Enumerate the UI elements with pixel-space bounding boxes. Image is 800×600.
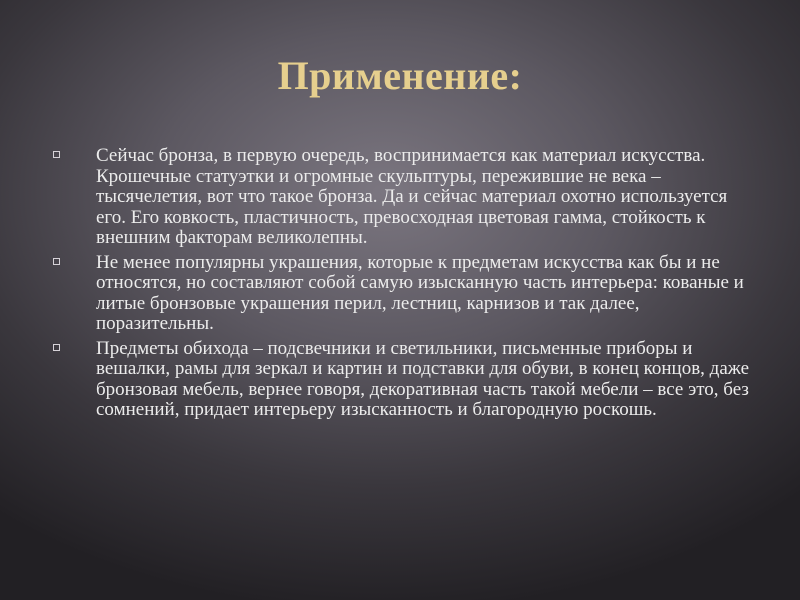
square-bullet-icon	[53, 344, 60, 351]
slide-title: Применение:	[277, 53, 523, 98]
bullet-text: Не менее популярны украшения, которые к предметам искусства как бы и не относятся, но составляют собой самую изысканную часть интерьера: кованые и литые бронзовые украшения перил, лестниц, карнизов и так далее, поразительны.	[96, 251, 744, 334]
bullet-item	[52, 146, 762, 249]
square-bullet-icon	[53, 151, 60, 158]
bullet-list	[52, 146, 762, 425]
bullet-item	[52, 339, 762, 421]
bullet-text: Предметы обихода – подсвечники и светильники, письменные приборы и вешалки, рамы для зеркал и картин и подставки для обуви, в конец концов, даже бронзовая мебель, вернее говоря, декоративная часть такой мебели – все это, без сомнений, придает интерьеру изысканность и благородную роскошь.	[96, 337, 750, 420]
bullet-text: Сейчас бронза, в первую очередь, воспринимается как материал искусства. Крошечные статуэтки и огромные скульптуры, пережившие не века – тысячелетия, вот что такое бронза. Да и сейчас материал охотно используется его. Его ковкость, пластичность, превосходная цветовая гамма, стойкость к внешним факторам великолепны.	[96, 145, 728, 248]
square-bullet-icon	[53, 258, 60, 265]
bullet-item	[52, 253, 762, 335]
